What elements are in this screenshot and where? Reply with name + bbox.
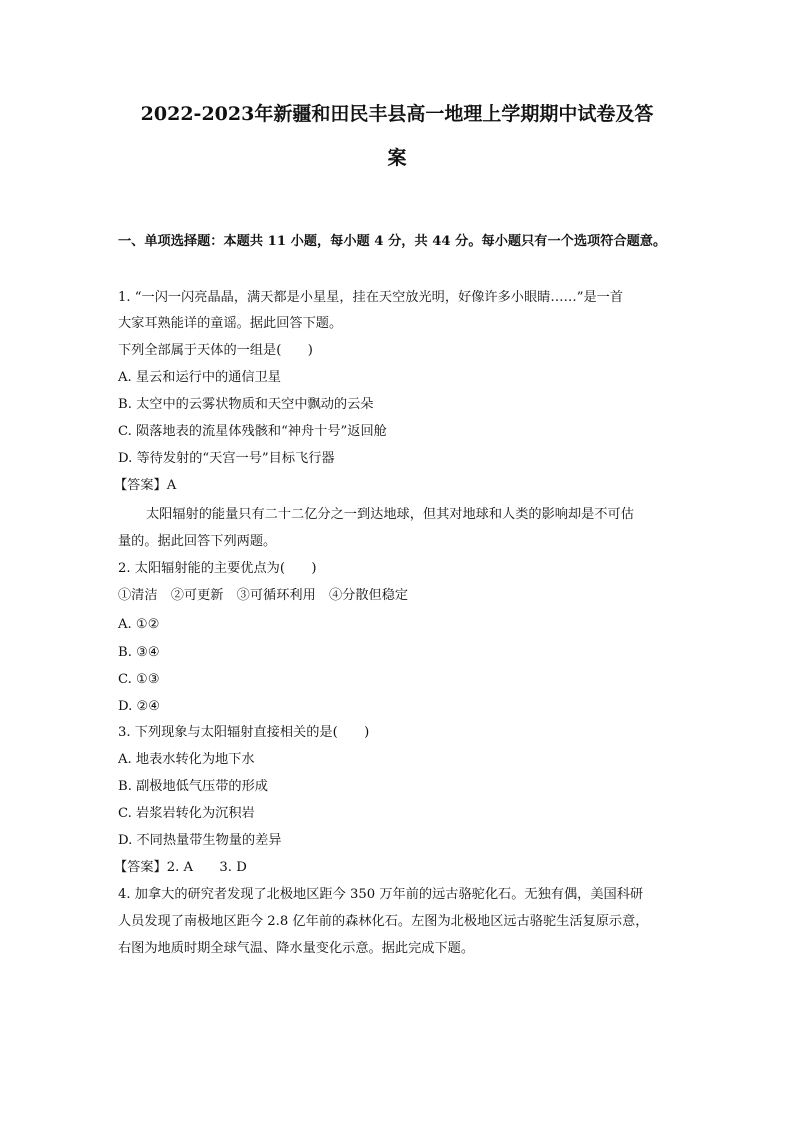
q2-option-a: A. ①②: [118, 617, 160, 632]
q3-question: 3. 下列现象与太阳辐射直接相关的是( ): [118, 725, 370, 740]
q23-answer: 【答案】2. A 3. D: [114, 860, 247, 875]
q1-option-c: C. 陨落地表的流星体残骸和“神舟十号”返回舱: [118, 424, 387, 439]
q3-option-a: A. 地表水转化为地下水: [118, 752, 255, 767]
q2-items: ①清洁 ②可更新 ③可循环利用 ④分散但稳定: [118, 588, 409, 603]
q1-stem-line-2: 大家耳熟能详的童谣。据此回答下题。: [118, 316, 343, 331]
q3-option-d: D. 不同热量带生物量的差异: [118, 833, 282, 848]
section-heading: 一、单项选择题：本题共 11 小题，每小题 4 分，共 44 分。每小题只有一个选项符合题意。: [118, 234, 667, 249]
q1-answer: 【答案】A: [114, 478, 177, 493]
q3-option-c: C. 岩浆岩转化为沉积岩: [118, 806, 255, 821]
q1-option-d: D. 等待发射的“天宫一号”目标飞行器: [118, 451, 335, 466]
q4-line-2: 人员发现了南极地区距今 2.8 亿年前的森林化石。左图为北极地区远古骆驼生活复原示意，: [118, 914, 649, 929]
q2-option-d: D. ②④: [118, 699, 161, 714]
passage-2-line-2: 量的。据此回答下列两题。: [118, 534, 277, 549]
q1-option-b: B. 太空中的云雾状物质和天空中飘动的云朵: [118, 397, 374, 412]
title-line-2: 案: [387, 147, 407, 169]
q2-option-b: B. ③④: [118, 645, 160, 660]
title-line-1: 2022-2023年新疆和田民丰县高一地理上学期期中试卷及答: [140, 103, 654, 125]
q2-question: 2. 太阳辐射能的主要优点为( ): [118, 561, 317, 576]
document-title: [110, 92, 684, 180]
q3-option-b: B. 副极地低气压带的形成: [118, 779, 268, 794]
q4-line-3: 右图为地质时期全球气温、降水量变化示意。据此完成下题。: [118, 941, 475, 956]
q4-line-1: 4. 加拿大的研究者发现了北极地区距今 350 万年前的远古骆驼化石。无独有偶，美国科研: [118, 887, 644, 902]
passage-2-line-1: 太阳辐射的能量只有二十二亿分之一到达地球，但其对地球和人类的影响却是不可估: [146, 507, 634, 522]
q1-option-a: A. 星云和运行中的通信卫星: [118, 370, 281, 385]
q1-stem-line-1: 1. “一闪一闪亮晶晶，满天都是小星星，挂在天空放光明，好像许多小眼睛……”是一首: [118, 290, 624, 305]
q2-option-c: C. ①③: [118, 672, 160, 687]
q1-question: 下列全部属于天体的一组是( ): [118, 343, 313, 358]
